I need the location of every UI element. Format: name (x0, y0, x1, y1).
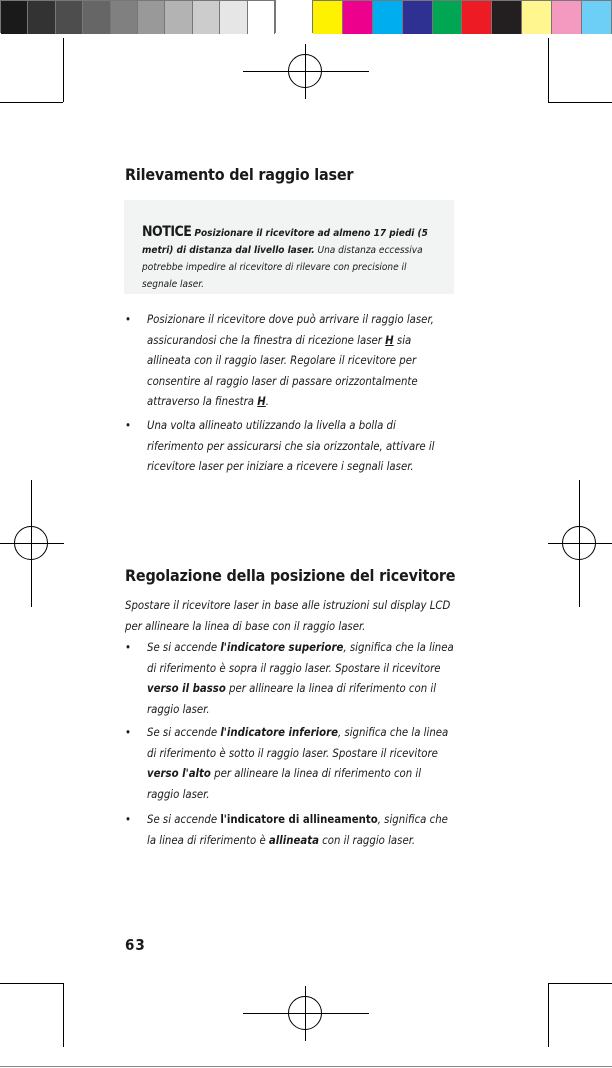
notice-box (124, 200, 454, 294)
color-swatch (193, 1, 220, 34)
crop-mark (548, 983, 612, 984)
color-swatch (83, 1, 110, 34)
color-swatch (248, 1, 275, 34)
color-swatch (433, 1, 463, 34)
color-swatch (28, 1, 55, 34)
crop-mark (0, 102, 63, 103)
page-bottom-line (0, 1066, 612, 1067)
color-swatch (522, 1, 552, 34)
registration-circle-icon (288, 996, 322, 1030)
list-item (125, 310, 455, 413)
crop-mark (63, 983, 64, 1047)
crop-mark (0, 983, 63, 984)
color-swatch (343, 1, 373, 34)
color-swatch (220, 1, 247, 34)
indicator-name: l'indicatore superiore (220, 641, 344, 654)
color-swatch (165, 1, 192, 34)
indicator-name: l'indicatore di allineamento (220, 813, 378, 826)
color-swatch (403, 1, 433, 34)
text-segment: per allineare la linea di riferimento con il raggio laser. (147, 682, 437, 716)
notice-body-text: Una distanza eccessiva potrebbe impedire al ricevitore di rilevare con precisione il segnale laser. (142, 245, 423, 290)
list-item-text (147, 723, 455, 805)
color-swatch (582, 1, 612, 34)
bullet-icon: • (125, 313, 131, 326)
registration-circle-icon (562, 526, 596, 560)
color-swatch (462, 1, 492, 34)
text-segment: Posizionare il ricevitore dove può arrivare il raggio laser, assicurandosi che la finestra di ricezione laser (147, 313, 434, 347)
text-segment: . (265, 395, 269, 408)
list-item-text (147, 310, 455, 413)
direction-text: verso il basso (147, 682, 226, 695)
crop-mark (548, 38, 549, 102)
crop-mark (548, 102, 612, 103)
color-swatch (1, 1, 28, 34)
text-segment: Se si accende (147, 641, 221, 654)
color-swatch (373, 1, 403, 34)
process-color-bar (312, 0, 612, 33)
notice-label: NOTICE (142, 224, 192, 240)
list-item (125, 810, 455, 851)
bullet-icon: • (125, 813, 131, 826)
text-segment: , significa che la linea di riferimento è (147, 813, 448, 847)
list-item (125, 416, 455, 478)
section-intro: Spostare il ricevitore laser in base alle istruzioni sul display LCD per allineare la linea di base con il raggio laser. (125, 599, 451, 633)
text-segment: sia allineata con il raggio laser. Regolare il ricevitore per consentire al raggio laser di passare orizzontalmente attraverso la finestra (147, 333, 418, 408)
page-number: 63 (125, 936, 146, 954)
grayscale-color-bar (0, 0, 276, 33)
text-segment: per allineare la linea di riferimento con il raggio laser. (147, 767, 422, 801)
list-item-text (147, 638, 455, 720)
indicator-name: l'indicatore inferiore (220, 726, 338, 739)
bullet-icon: • (125, 726, 131, 739)
color-swatch (492, 1, 522, 34)
list-item-text: Una volta allineato utilizzando la livella a bolla di riferimento per assicurarsi che sia orizzontale, attivare il ricevitore laser per iniziare a ricevere i segnali laser. (147, 419, 435, 473)
registration-circle-icon (14, 526, 48, 560)
text-segment: , significa che la linea di riferimento è sotto il raggio laser. Spostare il ricevitore (147, 726, 449, 760)
notice-bold-text: Posizionare il ricevitore ad almeno 17 piedi (5 metri) di distanza dal livello laser. (142, 228, 428, 256)
list-item (125, 638, 455, 720)
list-item-text (147, 810, 455, 851)
window-reference: H (385, 333, 394, 347)
text-segment: Se si accende (147, 726, 221, 739)
alignment-text: allineata (268, 833, 319, 847)
registration-circle-icon (288, 54, 322, 88)
crop-mark (63, 38, 64, 102)
bullet-icon: • (125, 419, 131, 432)
section-title-receiver-position: Regolazione della posizione del ricevitore (125, 566, 456, 585)
bullet-icon: • (125, 641, 131, 654)
text-segment: Se si accende (147, 813, 221, 826)
section-title-laser-detection: Rilevamento del raggio laser (125, 165, 354, 184)
list-item (125, 723, 455, 805)
color-swatch (138, 1, 165, 34)
color-swatch (552, 1, 582, 34)
crop-mark (548, 983, 549, 1047)
notice-text (142, 224, 442, 293)
text-segment: con il raggio laser. (318, 833, 416, 847)
color-swatch (56, 1, 83, 34)
text-segment: , significa che la linea di riferimento è sopra il raggio laser. Spostare il ricevitore (147, 641, 454, 675)
color-swatch (111, 1, 138, 34)
color-swatch (313, 1, 343, 34)
window-reference: H (257, 395, 266, 408)
direction-text: verso l'alto (147, 767, 211, 780)
